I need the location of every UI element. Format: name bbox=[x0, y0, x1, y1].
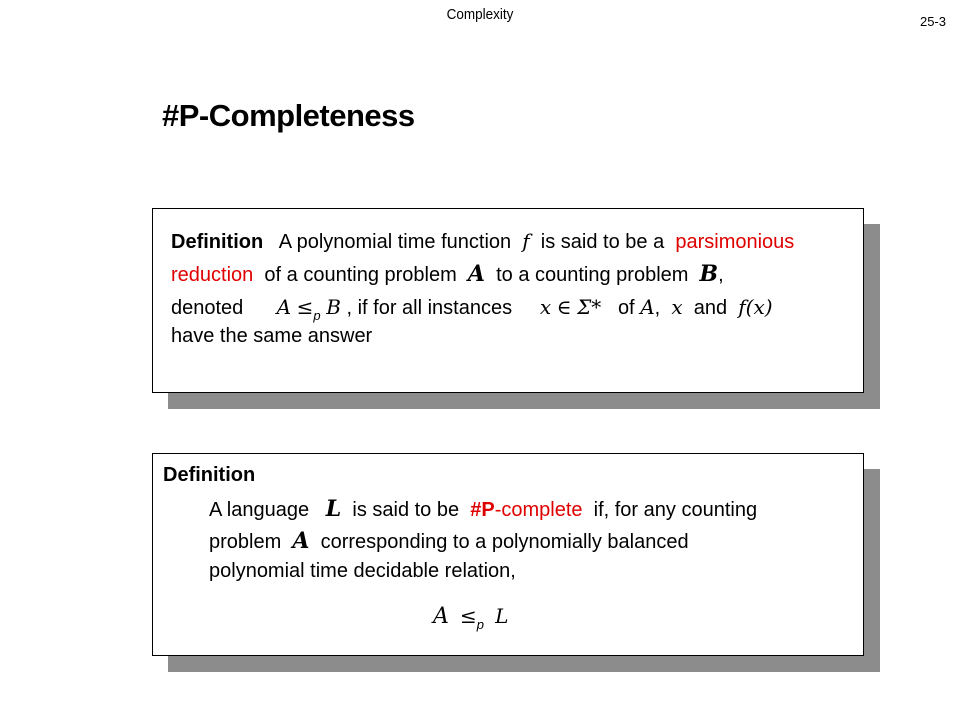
def1-expr-leq: ≤ bbox=[296, 295, 314, 319]
def1-expr-sigma: Σ* bbox=[577, 295, 602, 319]
def1-line-4 bbox=[171, 325, 372, 348]
def1-comma: , bbox=[718, 264, 724, 286]
def1-text-a: A polynomial time function bbox=[278, 231, 512, 253]
page-number: 25-3 bbox=[919, 14, 946, 29]
def1-text-denoted: denoted bbox=[171, 297, 244, 319]
def1-line-2 bbox=[171, 261, 724, 287]
def2-expr-l: L bbox=[495, 604, 509, 628]
def1-text-of: of bbox=[617, 297, 635, 319]
def2-expr-leq: ≤ bbox=[460, 604, 477, 628]
def2-text-a: A language bbox=[209, 499, 310, 521]
def1-text-d: to a counting problem bbox=[496, 264, 689, 286]
header-title: Complexity bbox=[446, 6, 514, 23]
def1-var-fx: f(x) bbox=[738, 295, 773, 319]
definition-box-2 bbox=[152, 453, 864, 656]
def2-text-problem: problem bbox=[209, 531, 282, 553]
def2-line-4 bbox=[209, 560, 516, 583]
def2-text-e: polynomial time decidable relation, bbox=[209, 560, 516, 582]
def2-expr-a: A bbox=[433, 604, 449, 629]
def1-expr-x: x bbox=[539, 295, 552, 319]
def1-text-last: have the same answer bbox=[171, 325, 373, 347]
def1-expr-a: A bbox=[276, 295, 292, 319]
def1-var-x: x bbox=[671, 295, 683, 319]
definition-box-1 bbox=[152, 208, 864, 393]
def1-label: Definition bbox=[171, 231, 264, 253]
def2-line-3 bbox=[209, 528, 689, 554]
def2-line-2 bbox=[209, 496, 757, 522]
def1-expr-b: B bbox=[326, 295, 341, 319]
def1-line-1 bbox=[171, 229, 794, 254]
def1-text-c: of a counting problem bbox=[264, 264, 457, 286]
def1-text-b: is said to be a bbox=[540, 231, 665, 253]
slide-title: #P-Completeness bbox=[162, 98, 415, 133]
def2-symbol-a: A bbox=[292, 528, 310, 554]
def2-symbol-l: L bbox=[325, 496, 342, 522]
def1-expr-p: p bbox=[313, 308, 321, 323]
def2-text-b: is said to be bbox=[352, 499, 460, 521]
def2-text-d: corresponding to a polynomially balanced bbox=[320, 531, 689, 553]
def2-term-prefix: #P bbox=[470, 499, 495, 521]
def1-expr-in: ∈ bbox=[556, 295, 572, 319]
def2-expr-p: p bbox=[476, 617, 485, 632]
def2-expression bbox=[433, 604, 508, 632]
def2-label: Definition bbox=[163, 464, 256, 486]
def2-text-c: if, for any counting bbox=[593, 499, 758, 521]
def2-term-rest: -complete bbox=[494, 499, 583, 521]
def1-symbol-a: A bbox=[467, 261, 485, 287]
def1-term-parsimonious: parsimonious bbox=[675, 231, 795, 253]
def1-text-if: , if for all instances bbox=[346, 297, 513, 319]
def1-text-and: and bbox=[693, 297, 728, 319]
def1-var-f: f bbox=[522, 229, 530, 253]
def1-term-reduction: reduction bbox=[171, 264, 254, 286]
def2-line-1 bbox=[163, 464, 255, 487]
def1-line-3 bbox=[171, 295, 773, 323]
def1-symbol-b: B bbox=[699, 261, 719, 287]
def1-comma-2: , bbox=[654, 297, 661, 319]
def1-var-a2: A bbox=[640, 295, 655, 319]
